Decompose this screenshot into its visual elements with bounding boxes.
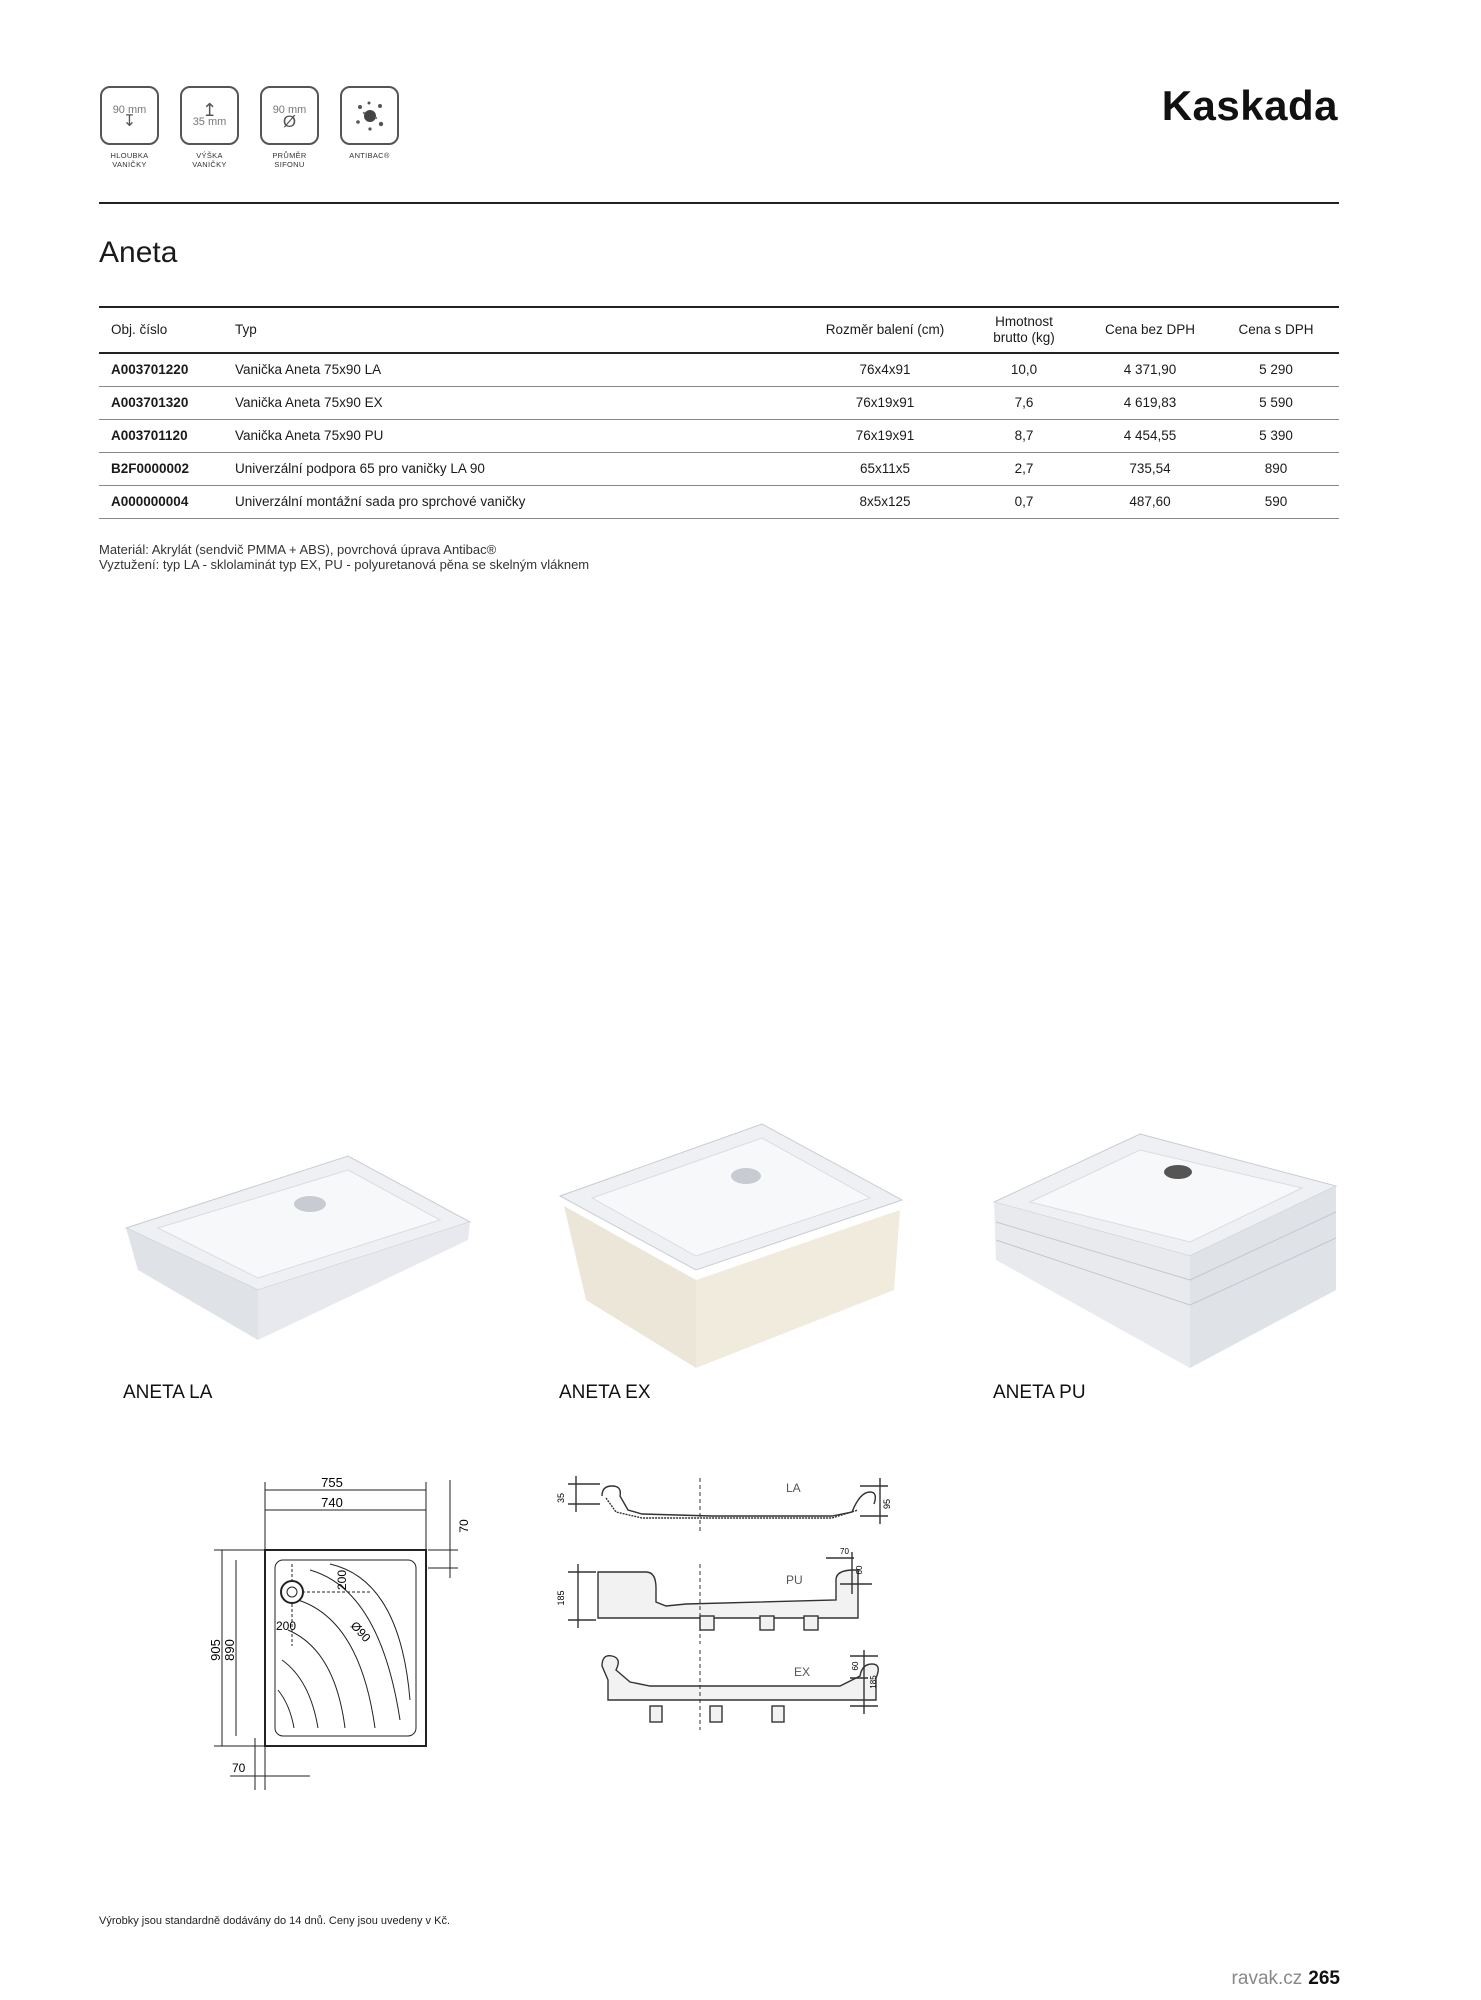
depth-value: 90 mm bbox=[112, 103, 147, 116]
cell-size: 76x19x91 bbox=[855, 395, 915, 410]
table-row bbox=[99, 353, 1339, 386]
page-footer bbox=[1232, 1968, 1340, 1990]
col-price-ex: Cena bez DPH bbox=[1104, 322, 1196, 337]
cell-type: Univerzální podpora 65 pro vaničky LA 90 bbox=[235, 461, 485, 476]
siphon-value: 90 mm bbox=[272, 103, 307, 116]
product-label-la: ANETA LA bbox=[123, 1382, 213, 1403]
siphon-caption-line1: PRŮMĚR bbox=[272, 151, 307, 160]
cell-type: Vanička Aneta 75x90 PU bbox=[235, 428, 384, 443]
dim-height-inner: 890 bbox=[222, 1639, 237, 1661]
cell-code: B2F0000002 bbox=[111, 461, 190, 476]
dim-margin-left: 70 bbox=[232, 1761, 246, 1775]
cell-price-in: 5 590 bbox=[1259, 395, 1293, 410]
note-reinforcement: Vyztužení: typ LA - sklolaminát typ EX, PU - polyuretanová pěna se skelným vláknem bbox=[99, 557, 590, 572]
cell-type: Univerzální montážní sada pro sprchové vaničky bbox=[235, 494, 526, 509]
table-row bbox=[99, 485, 1339, 518]
profile-ex-label: EX bbox=[794, 1665, 811, 1679]
cell-size: 65x11x5 bbox=[859, 461, 911, 476]
product-label-pu: ANETA PU bbox=[993, 1382, 1086, 1403]
height-icon bbox=[180, 86, 239, 145]
cell-price-ex: 4 454,55 bbox=[1123, 428, 1177, 443]
cell-price-ex: 735,54 bbox=[1129, 461, 1171, 476]
cell-size: 8x5x125 bbox=[859, 494, 911, 509]
depth-icon bbox=[100, 86, 159, 145]
header-divider bbox=[99, 202, 1339, 204]
antibac-feature bbox=[339, 86, 400, 169]
profile-pu-top-dim: 70 bbox=[840, 1547, 849, 1556]
dim-height-outer: 905 bbox=[208, 1639, 223, 1661]
profile-pu-label: PU bbox=[786, 1573, 803, 1587]
profile-la-label: LA bbox=[786, 1481, 801, 1495]
product-image-aneta-pu bbox=[990, 1130, 1340, 1380]
antibac-caption-line1: ANTIBAC® bbox=[349, 151, 390, 160]
dim-width-outer: 755 bbox=[321, 1475, 343, 1490]
cell-price-in: 890 bbox=[1264, 461, 1288, 476]
cell-code: A003701120 bbox=[111, 428, 188, 443]
col-weight-line2: brutto (kg) bbox=[993, 330, 1055, 345]
table-row bbox=[99, 386, 1339, 419]
col-code: Obj. číslo bbox=[111, 322, 168, 337]
feature-icons bbox=[99, 86, 400, 169]
page-number: 265 bbox=[1308, 1968, 1340, 1989]
brand-title: Kaskada bbox=[1161, 82, 1338, 129]
product-table bbox=[99, 306, 1339, 519]
col-price-in: Cena s DPH bbox=[1238, 322, 1314, 337]
height-value: 35 mm bbox=[192, 115, 227, 128]
siphon-feature bbox=[259, 86, 320, 169]
footer-note: Výrobky jsou standardně dodávány do 14 dnů. Ceny jsou uvedeny v Kč. bbox=[99, 1915, 451, 1927]
technical-drawing-top bbox=[210, 1470, 480, 1800]
dim-drain-x: 200 bbox=[276, 1619, 297, 1633]
depth-caption bbox=[111, 151, 149, 169]
cell-weight: 7,6 bbox=[1014, 395, 1034, 410]
cell-size: 76x4x91 bbox=[859, 362, 911, 378]
profile-la-right-dim: 95 bbox=[882, 1498, 892, 1510]
col-weight-line1: Hmotnost bbox=[995, 314, 1053, 329]
profile-pu-left-dim: 185 bbox=[556, 1590, 566, 1606]
cell-price-in: 590 bbox=[1264, 494, 1288, 509]
cell-weight: 2,7 bbox=[1014, 461, 1034, 476]
depth-caption-line1: HLOUBKA bbox=[110, 151, 149, 160]
height-caption-line1: VÝŠKA bbox=[196, 151, 223, 160]
arrow-down-icon: ↧ bbox=[122, 112, 137, 130]
cell-code: A003701220 bbox=[111, 362, 189, 378]
cell-price-ex: 487,60 bbox=[1129, 494, 1171, 509]
cell-type: Vanička Aneta 75x90 LA bbox=[235, 362, 382, 378]
product-image-aneta-la bbox=[118, 1140, 478, 1380]
product-image-aneta-ex bbox=[556, 1120, 906, 1380]
dim-width-inner: 740 bbox=[321, 1495, 343, 1510]
profile-la-left-dim: 35 bbox=[556, 1492, 566, 1504]
depth-caption-line2: VANIČKY bbox=[112, 160, 147, 169]
site-link[interactable]: ravak.cz bbox=[1231, 1968, 1303, 1989]
cell-code: A003701320 bbox=[111, 395, 189, 410]
cell-size: 76x19x91 bbox=[855, 428, 915, 443]
profile-ex-dim1: 60 bbox=[851, 1661, 860, 1671]
col-size: Rozměr balení (cm) bbox=[825, 322, 945, 337]
col-type: Typ bbox=[235, 322, 257, 337]
siphon-caption-line2: SIFONU bbox=[274, 160, 305, 169]
height-caption bbox=[192, 151, 226, 169]
table-row bbox=[99, 419, 1339, 452]
dim-margin-top: 70 bbox=[457, 1519, 471, 1533]
cell-code: A000000004 bbox=[111, 494, 189, 509]
dim-drain-y: 200 bbox=[335, 1569, 349, 1591]
height-caption-line2: VANIČKY bbox=[192, 160, 227, 169]
height-feature bbox=[179, 86, 240, 169]
material-notes bbox=[99, 542, 589, 572]
diameter-icon: Ø bbox=[282, 111, 297, 131]
technical-drawing-profiles bbox=[550, 1468, 910, 1738]
cell-weight: 10,0 bbox=[1010, 362, 1038, 378]
antibac-caption bbox=[349, 151, 389, 160]
profile-pu-right-dim: 60 bbox=[855, 1565, 864, 1575]
cell-price-in: 5 290 bbox=[1259, 362, 1293, 378]
antibac-icon bbox=[340, 86, 399, 145]
table-header-row bbox=[99, 307, 1339, 353]
dim-drain-diameter: Ø90 bbox=[347, 1618, 374, 1645]
siphon-caption bbox=[272, 151, 306, 169]
cell-price-ex: 4 619,83 bbox=[1123, 395, 1177, 410]
col-weight bbox=[961, 307, 1087, 353]
depth-feature bbox=[99, 86, 160, 169]
arrow-updown-icon: ↥ bbox=[201, 99, 218, 120]
cell-weight: 8,7 bbox=[1014, 428, 1034, 443]
cell-weight: 0,7 bbox=[1014, 494, 1034, 509]
profile-ex-dim2: 185 bbox=[869, 1675, 878, 1689]
cell-price-ex: 4 371,90 bbox=[1123, 362, 1177, 378]
cell-price-in: 5 390 bbox=[1259, 428, 1293, 443]
cell-type: Vanička Aneta 75x90 EX bbox=[235, 395, 383, 410]
product-label-ex: ANETA EX bbox=[559, 1382, 651, 1403]
siphon-diameter-icon bbox=[260, 86, 319, 145]
bacteria-icon bbox=[352, 98, 388, 134]
note-material: Materiál: Akrylát (sendvič PMMA + ABS), povrchová úprava Antibac® bbox=[99, 542, 497, 557]
table-row bbox=[99, 452, 1339, 485]
section-title: Aneta bbox=[99, 236, 178, 269]
